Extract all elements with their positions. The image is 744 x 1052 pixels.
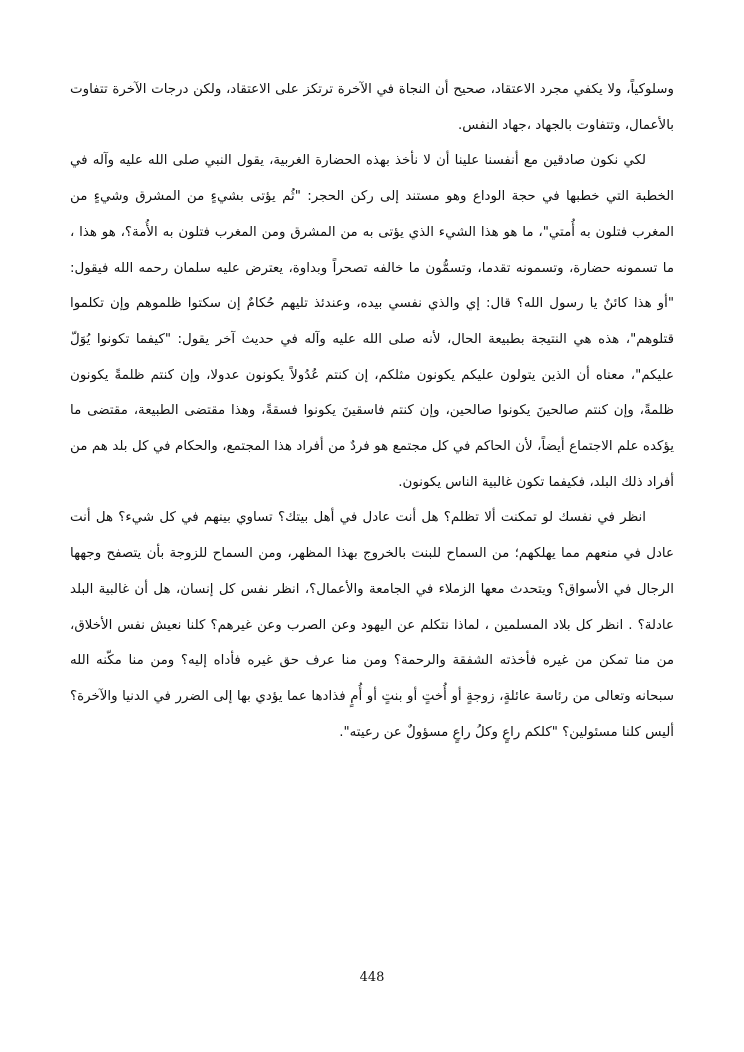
- body-text: [70, 72, 674, 750]
- paragraph-3: انظر في نفسك لو تمكنت ألا تظلم؟ هل أنت عادل في أهل بيتك؟ تساوي بينهم في كل شيء؟ هل أنت عادل في منعهم مما يهلكهم؛ من السماح للبنت بالخروج بهذا المظهر، ومن السماح للزوجة بأن يتصفح وجهها الرجال في الأسواق؟ ويتحدث معها الزملاء في الجامعة والأعمال؟، انظر نفس كل إنسان، هل أن غالبية البلد عادلة؟ . انظر كل بلاد المسلمين ، لماذا نتكلم عن اليهود وعن الصرب وعن غيرهم؟ كلنا نعيش نفس الأخلاق، من منا تمكن من غيره فأخذته الشفقة والرحمة؟ ومن منا عرف حق غيره فأداه إليه؟ ومن منا مكّنه الله سبحانه وتعالى من رئاسة عائلةٍ، زوجةٍ أو أُختٍ أو بنتٍ أو أُمٍ فذادها عما يؤدي بها إلى الضرر في الدنيا والآخرة؟ أليس كلنا مسئولين؟ "كلكم راعٍ وكلُ راعٍ مسؤولٌ عن رعيته".: [70, 510, 674, 740]
- paragraph-1: وسلوكياً، ولا يكفي مجرد الاعتقاد، صحيح أن النجاة في الآخرة ترتكز على الاعتقاد، ولكن درجات الآخرة تتفاوت بالأعمال، وتتفاوت بالجهاد ،جهاد النفس.: [70, 82, 674, 133]
- paragraph-2: لكي نكون صادقين مع أنفسنا علينا أن لا نأخذ بهذه الحضارة الغربية، يقول النبي صلى الله عليه وآله في الخطبة التي خطبها في حجة الوداع وهو مستند إلى ركن الحجر: "ثُم يؤتى بشيءٍ من المشرق وشيءٍ من المغرب فتلون به أُمتي"، ما هو هذا الشيء الذي يؤتى به من المشرق ومن المغرب فتلون به الأُمة؟، هو هذا ، ما تسمونه حضارة، وتسمونه تقدما، وتسمُّون ما خالفه تصحراً وبداوة، يعترض عليه سلمان رحمه الله فيقول: "أو هذا كائنٌ يا رسول الله؟ قال: إي والذي نفسي بيده، وعندئذ تليهم حُكامٌ إن سكتوا ظلموهم وإن تكلموا قتلوهم"، هذه هي النتيجة بطبيعة الحال، لأنه صلى الله عليه وآله في حديث آخر يقول: "كيفما تكونوا يُوَلّ عليكم"، معناه أن الذين يتولون عليكم يكونون مثلكم، إن كنتم عُدُولاً يكونون عدولا، وإن كنتم ظلمةً يكونون ظلمةً، وإن كنتم صالحينَ يكونوا صالحين، وإن كنتم فاسقينَ يكونوا فسقةً، وهذا مقتضى الطبيعة، مقتضى ما يؤكده علم الاجتماع أيضاً، لأن الحاكم في كل مجتمع هو فردٌ من أفراد هذا المجتمع، والحكام في كل بلد هم من أفراد ذلك البلد، فكيفما تكون غالبية الناس يكونون.: [70, 153, 674, 490]
- page-number: 448: [359, 970, 385, 985]
